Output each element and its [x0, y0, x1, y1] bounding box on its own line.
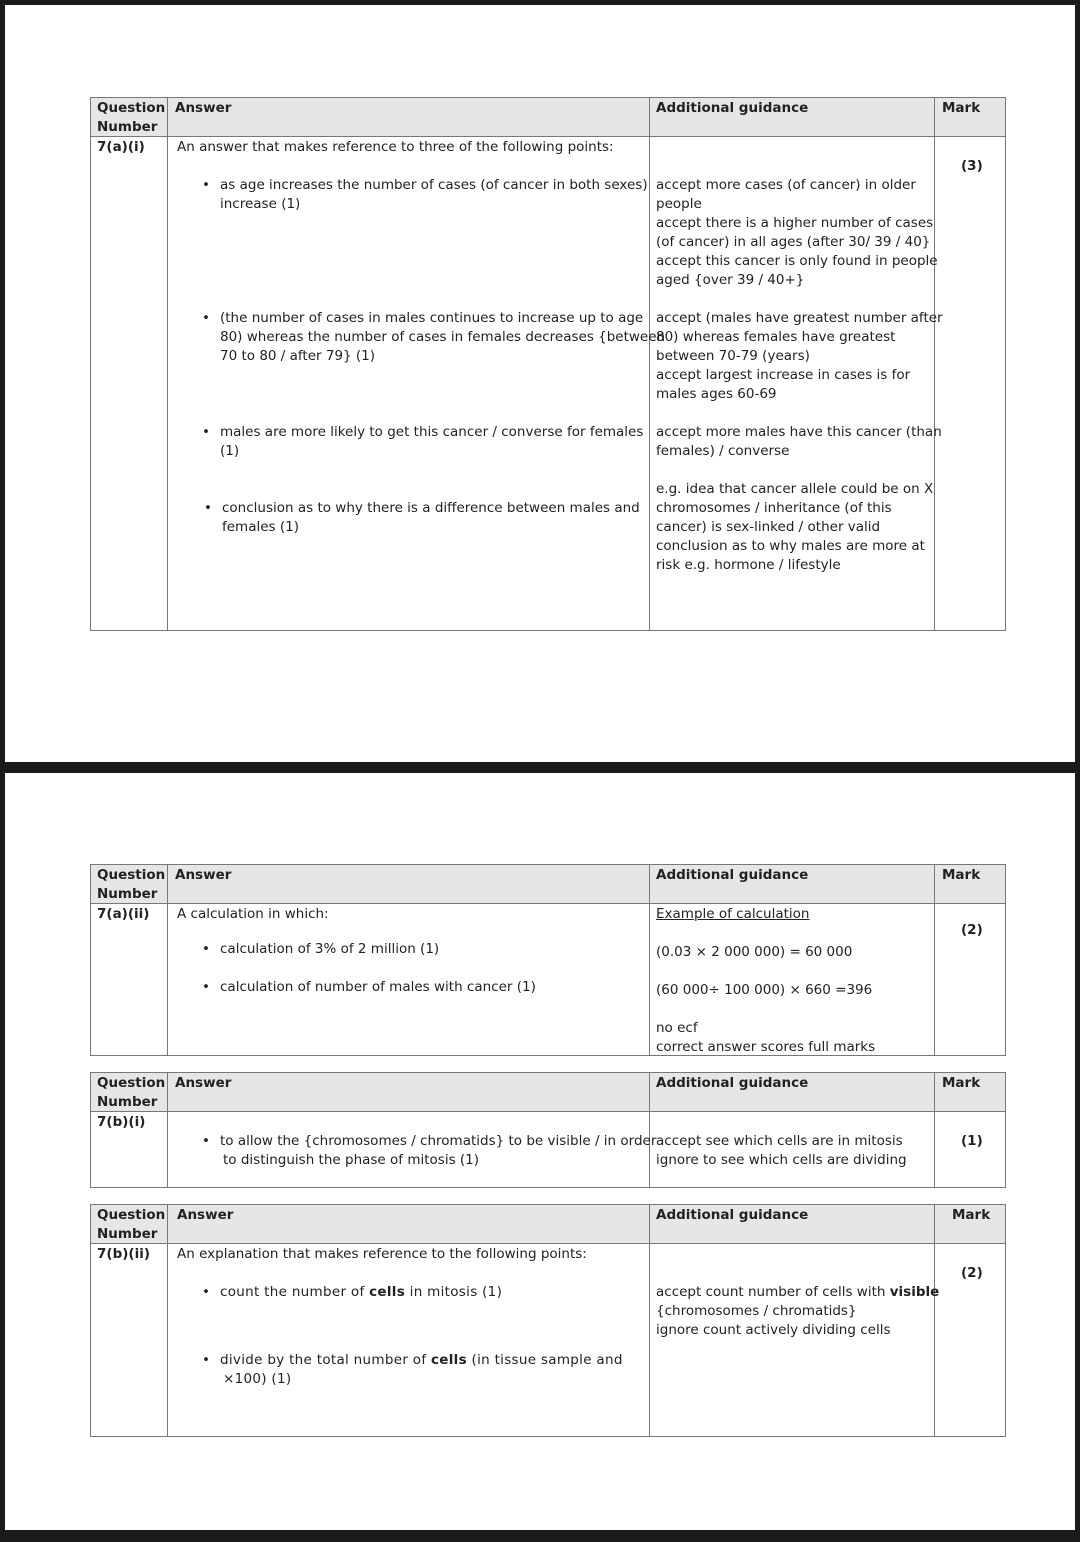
answer-point: • divide by the total number of cells (in tissue sample and ×100) (1) — [220, 1351, 623, 1389]
guidance-text: e.g. idea that cancer allele could be on X chromosomes / inheritance (of this cancer) is sex-linked / other valid conclusion as to why males are more at risk e.g. hormone / lifestyle — [656, 481, 934, 573]
header-guidance: Additional guidance — [656, 1207, 809, 1223]
question-number: 7(a)(i) — [97, 139, 145, 155]
mark-value: (2) — [961, 922, 983, 938]
guidance-text: correct answer scores full marks — [656, 1039, 876, 1055]
answer-point: • calculation of number of males with cancer (1) — [220, 978, 536, 997]
mark-scheme-table-7bi — [90, 1072, 1006, 1188]
header-answer: Answer — [175, 1075, 232, 1091]
header-mark: Mark — [942, 100, 981, 116]
guidance-text: accept more males have this cancer (than females) / converse — [656, 424, 942, 459]
question-number: 7(a)(ii) — [97, 906, 150, 922]
answer-intro: A calculation in which: — [177, 906, 329, 922]
header-question: Question — [97, 100, 166, 116]
question-number: 7(b)(i) — [97, 1114, 146, 1130]
guidance-text: accept see which cells are in mitosis ignore to see which cells are dividing — [656, 1133, 907, 1168]
answer-intro: An explanation that makes reference to the following points: — [177, 1246, 587, 1262]
guidance-text: (0.03 × 2 000 000) = 60 000 — [656, 944, 853, 960]
header-guidance: Additional guidance — [656, 100, 809, 116]
header-number: Number — [97, 1226, 158, 1242]
header-guidance: Additional guidance — [656, 867, 809, 883]
guidance-heading: Example of calculation — [656, 906, 810, 922]
header-mark: Mark — [952, 1207, 991, 1223]
answer-intro: An answer that makes reference to three of the following points: — [177, 139, 614, 155]
question-number: 7(b)(ii) — [97, 1246, 150, 1262]
guidance-text: accept count number of cells with visible {chromosomes / chromatids} ignore count actively dividing cells — [656, 1284, 940, 1338]
guidance-text: (60 000÷ 100 000) × 660 =396 — [656, 982, 873, 998]
header-answer: Answer — [175, 867, 232, 883]
header-mark: Mark — [942, 1075, 981, 1091]
answer-point: • count the number of cells in mitosis (1) — [220, 1283, 502, 1302]
header-number: Number — [97, 119, 158, 135]
header-mark: Mark — [942, 867, 981, 883]
header-answer: Answer — [177, 1207, 234, 1223]
answer-point: • conclusion as to why there is a difference between males and females (1) — [222, 499, 640, 537]
header-question: Question — [97, 1207, 166, 1223]
answer-point: • (the number of cases in males continues to increase up to age 80) whereas the number of cases in females decreases {between 70 to 80 / after 79} (1) — [220, 309, 665, 366]
mark-scheme-table-7ai — [90, 97, 1006, 631]
mark-value: (1) — [961, 1133, 983, 1149]
header-answer: Answer — [175, 100, 232, 116]
mark-value: (3) — [961, 158, 983, 174]
header-question: Question — [97, 1075, 166, 1091]
mark-scheme-table-7aii — [90, 864, 1006, 1056]
header-number: Number — [97, 1094, 158, 1110]
answer-point: • males are more likely to get this cancer / converse for females (1) — [220, 423, 643, 461]
answer-point: • as age increases the number of cases (of cancer in both sexes) increase (1) — [220, 176, 648, 214]
guidance-text: accept (males have greatest number after 80) whereas females have greatest between 70-79 (years) accept largest increase in cases is for males ages 60-69 — [656, 310, 943, 402]
mark-scheme-table-7bii — [90, 1204, 1006, 1437]
guidance-text: accept more cases (of cancer) in older people accept there is a higher number of cases (of cancer) in all ages (after 30/ 39 / 40} accept this cancer is only found in people aged {over 39 / 40+} — [656, 177, 938, 288]
mark-value: (2) — [961, 1265, 983, 1281]
guidance-text: no ecf — [656, 1020, 698, 1036]
answer-point: • calculation of 3% of 2 million (1) — [220, 940, 439, 959]
header-guidance: Additional guidance — [656, 1075, 809, 1091]
header-number: Number — [97, 886, 158, 902]
header-question: Question — [97, 867, 166, 883]
answer-point: • to allow the {chromosomes / chromatids} to be visible / in order to distinguish the phase of mitosis (1) — [220, 1132, 656, 1170]
